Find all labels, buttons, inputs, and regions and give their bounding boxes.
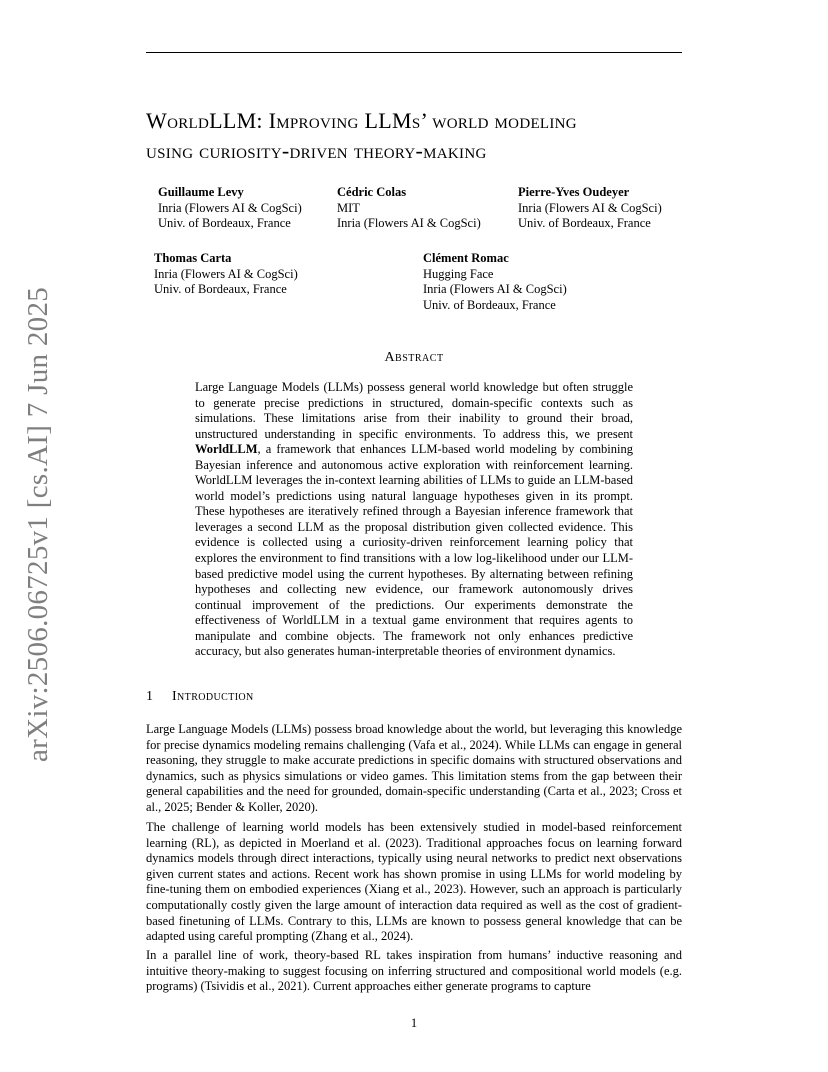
author-affiliation: Univ. of Bordeaux, France [518, 216, 651, 230]
author-name: Clément Romac [423, 251, 509, 265]
arxiv-identifier: arXiv:2506.06725v1 [cs.AI] 7 Jun 2025 [22, 286, 54, 762]
author-block [518, 185, 662, 232]
author-name: Cédric Colas [337, 185, 407, 199]
abstract-body [195, 380, 633, 660]
abstract-heading: Abstract [384, 350, 444, 365]
author-affiliation: Inria (Flowers AI & CogSci) [158, 200, 302, 215]
abstract-text: , a framework that enhances LLM-based world modeling by combining Bayesian inference and autonomous active exploration with reinforcement learning. WorldLLM leverages the in-context learning abilities of LLMs to guide an LLM-based world model’s predictions using natural language hypotheses given in its prompt. These hypotheses are iteratively refined through a Bayesian inference framework that leverages a second LLM as the proposal distribution given collected evidence. This evidence is collected using a curiosity-driven reinforcement learning policy that explores the environment to find transitions with a low log-likelihood under our LLM-based predictive model using the current hypotheses. By alternating between refining hypotheses and collecting new evidence, our framework autonomously drives continual improvement of the predictions. Our experiments demonstrate the effectiveness of WorldLLM in a textual game environment that requires agents to manipulate and combine objects. The framework not only enhances predictive accuracy, but also generates human-interpretable theories of environment dynamics. [195, 442, 633, 659]
author-affiliation: MIT [337, 200, 360, 215]
author-name: Pierre-Yves Oudeyer [518, 185, 630, 199]
author-block [337, 185, 481, 232]
author-affiliation: Univ. of Bordeaux, France [423, 297, 556, 312]
title-rule [146, 52, 682, 53]
author-affiliation: Inria (Flowers AI & CogSci) [518, 200, 662, 215]
author-affiliation: Inria (Flowers AI & CogSci) [337, 216, 481, 230]
author-name: Thomas Carta [154, 251, 232, 265]
abstract-text: Large Language Models (LLMs) possess general world knowledge but often struggle to generate precise predictions in structured, domain-specific contexts such as simulations. These limitations arise from their inability to ground their broad, unstructured understanding in specific environments. To address this, we present [195, 380, 633, 441]
body-paragraph: In a parallel line of work, theory-based RL takes inspiration from humans’ inductive reasoning and intuitive theory-making to suggest focusing on inferring structured and compositional world models (e.g. programs) (Tsividis et al., 2021). Current approaches either generate programs to capture [146, 948, 682, 994]
section-heading [146, 689, 254, 705]
body-paragraph: The challenge of learning world models has been extensively studied in model-based reinforcement learning (RL), as depicted in Moerland et al. (2023). Traditional approaches focus on learning forward dynamics models through direct interactions, typically using neural networks to predict next observations given current states and actions. Recent work has shown promise in using LLMs for world modeling by fine-tuning them on embodied experiences (Xiang et al., 2023). However, such an approach is particularly computationally costly given the large amount of interaction data required as well as the cost of gradient-based finetuning of LLMs. Contrary to this, LLMs are known to possess general knowledge that can be adapted using careful prompting (Zhang et al., 2024). [146, 820, 682, 944]
author-block [423, 251, 567, 313]
author-affiliation: Univ. of Bordeaux, France [158, 216, 291, 230]
section-title: Introduction [172, 689, 254, 704]
author-block [154, 251, 298, 298]
author-affiliation: Univ. of Bordeaux, France [154, 282, 287, 296]
title-line-2: using curiosity-driven theory-making [146, 138, 487, 163]
author-affiliation: Inria (Flowers AI & CogSci) [154, 266, 298, 281]
author-affiliation: Hugging Face [423, 266, 494, 281]
page-number: 1 [410, 1016, 418, 1030]
author-affiliation: Inria (Flowers AI & CogSci) [423, 282, 567, 296]
paper-title [146, 106, 706, 166]
author-name: Guillaume Levy [158, 185, 244, 199]
section-number: 1 [146, 689, 154, 704]
title-line-1: WorldLLM: Improving LLMs’ world modeling [146, 108, 577, 133]
author-block [158, 185, 302, 232]
abstract-framework-name: WorldLLM [195, 442, 258, 457]
body-paragraph: Large Language Models (LLMs) possess broad knowledge about the world, but leveraging this knowledge for precise dynamics modeling remains challenging (Vafa et al., 2024). While LLMs can engage in general reasoning, they struggle to make accurate predictions in specific domains with structured observations and dynamics, such as physics simulations or video games. This limitation stems from the gap between their general capabilities and the need for grounded, domain-specific understanding (Carta et al., 2023; Cross et al., 2025; Bender & Koller, 2020). [146, 722, 682, 814]
